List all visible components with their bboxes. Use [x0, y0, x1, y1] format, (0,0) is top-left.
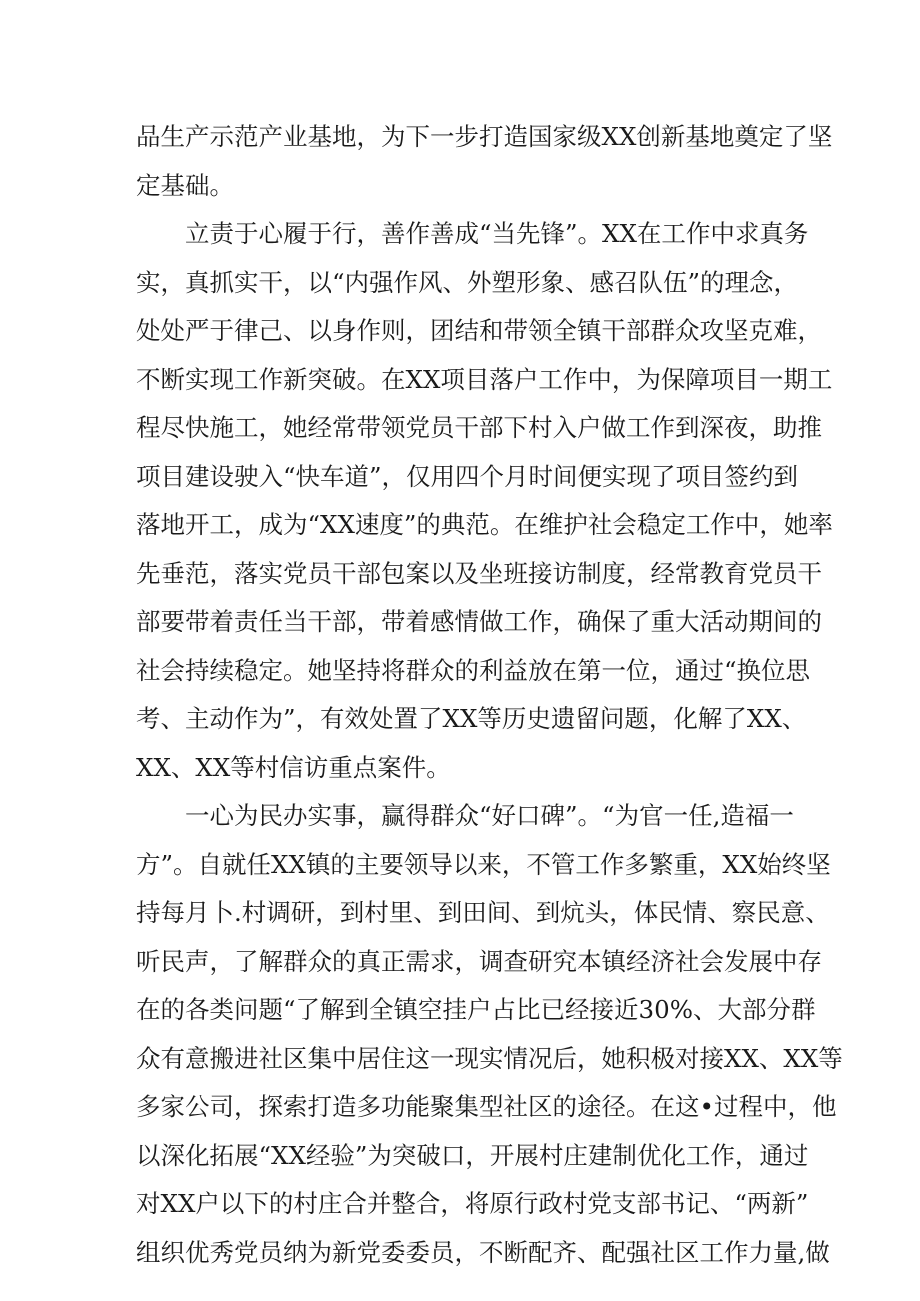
text-line: 先垂范，落实党员干部包案以及坐班接访制度，经常教育党员干	[136, 558, 822, 588]
paragraph-1	[136, 113, 833, 210]
text-line: 立责于心履于行，善作善成“当先锋”。XX在工作中求真务	[185, 219, 809, 248]
text-line: 落地开工，成为“XX速度”的典范。在维护社会稳定工作中，她率	[136, 510, 833, 539]
paragraph-2	[136, 210, 833, 792]
text-line: 众有意搬进社区集中居住这一现实情况后，她积极对接XX、XX等	[136, 1043, 843, 1073]
document-body	[136, 113, 843, 1277]
text-line: XX、XX等村信访重点案件。	[136, 752, 451, 782]
text-line: 不断实现工作新突破。在XX项目落户工作中，为保障项目一期工	[136, 364, 833, 394]
text-line: 考、主动作为”，有效处置了XX等历史遗留问题，化解了XX、	[136, 704, 807, 733]
text-line: 在的各类问题“了解到全镇空挂户占比已经接近30%、大部分群	[136, 995, 816, 1024]
text-line: 项目建设驶入“快车道”，仅用四个月时间便实现了项目签约到	[136, 461, 799, 491]
text-line: 品生产示范产业基地，为下一步打造国家级XX创新基地奠定了坚	[136, 122, 833, 151]
text-line: 听民声，了解群众的真正需求，调查研究本镇经济社会发展中存	[136, 946, 822, 976]
text-line: 以深化拓展“XX经验”为突破口，开展村庄建制优化工作，通过	[136, 1140, 809, 1170]
text-line: 实，真抓实干，以“内强作风、外塑形象、感召队伍”的理念，	[136, 267, 799, 297]
text-line: 处处严于律己、以身作则，团结和带领全镇干部群众攻坚克难，	[136, 316, 822, 345]
text-line: 方”。自就任XX镇的主要领导以来，不管工作多繁重，XX始终坚	[136, 849, 831, 879]
text-line: 多家公司，探索打造多功能聚集型社区的途径。在这•过程中，他	[136, 1092, 837, 1121]
text-line: 持每月卜.村调研，到村里、到田间、到炕头，体民情、察民意、	[136, 898, 830, 927]
text-line: 一心为民办实事，赢得群众“好口碑”。“为官一任,造福一	[185, 801, 794, 830]
text-line: 组织优秀党员纳为新党委委员，不断配齐、配强社区工作力量,做	[136, 1237, 830, 1267]
text-line: 社会持续稳定。她坚持将群众的利益放在第一位，通过“换位思	[136, 655, 811, 685]
text-line: 程尽快施工，她经常带领党员干部下村入户做工作到深夜，助推	[136, 413, 822, 442]
text-line: 定基础。	[136, 170, 234, 200]
paragraph-3	[136, 792, 843, 1277]
text-line: 对XX户以下的村庄合并整合，将原行政村党支部书记、“两新”	[136, 1189, 809, 1218]
text-line: 部要带着责任当干部，带着感情做工作，确保了重大活动期间的	[136, 607, 822, 636]
